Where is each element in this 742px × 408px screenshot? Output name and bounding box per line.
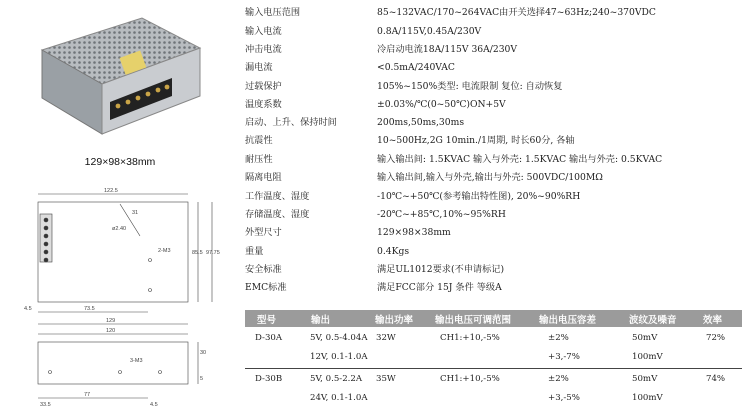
table-cell: 35W bbox=[376, 374, 396, 384]
dim-label: 2-M3 bbox=[158, 248, 171, 254]
table-cell: 50mV bbox=[632, 374, 658, 384]
table-cell: 5V, 0.5-4.04A bbox=[310, 333, 368, 343]
col-header: 型号 bbox=[257, 315, 277, 326]
dim-label: 129 bbox=[106, 318, 116, 324]
table-cell: 100mV bbox=[632, 352, 663, 362]
table-cell: D-30A bbox=[255, 333, 283, 343]
table-cell: CH1:+10,-5% bbox=[440, 333, 500, 343]
dim-label: 122.5 bbox=[104, 188, 118, 194]
col-header: 输出 bbox=[311, 315, 331, 326]
col-header: 输出电压容差 bbox=[539, 315, 597, 326]
dim-label: 85.5 bbox=[192, 250, 203, 256]
col-header: 效率 bbox=[703, 315, 723, 326]
dim-label: 33.5 bbox=[40, 402, 51, 408]
table-cell: 74% bbox=[706, 374, 726, 384]
table-cell: 5V, 0.5-2.2A bbox=[310, 374, 363, 384]
dim-label: 73.5 bbox=[84, 306, 95, 312]
dimensions-caption: 129×98×38mm bbox=[84, 156, 156, 168]
table-cell: 12V, 0.1-1.0A bbox=[310, 352, 368, 362]
table-header bbox=[245, 310, 742, 327]
dim-label: ø2.40 bbox=[112, 226, 127, 232]
table-cell: 32W bbox=[376, 333, 396, 343]
col-header: 输出电压可调范围 bbox=[435, 315, 512, 326]
dim-label: 31 bbox=[132, 210, 139, 216]
dim-label: 77 bbox=[84, 392, 91, 398]
dim-label: 97.75 bbox=[206, 250, 220, 256]
dim-label: 5 bbox=[200, 376, 204, 382]
table-cell: 72% bbox=[706, 333, 726, 343]
row-divider bbox=[245, 368, 742, 369]
col-header: 输出功率 bbox=[375, 315, 414, 326]
table-cell: +3,-7% bbox=[548, 352, 580, 362]
table-cell: ±2% bbox=[548, 333, 569, 343]
dim-label: 30 bbox=[200, 350, 207, 356]
product-photo bbox=[22, 10, 208, 146]
dim-label: 120 bbox=[106, 328, 116, 334]
left-panel bbox=[0, 0, 240, 408]
table-cell: CH1:+10,-5% bbox=[440, 374, 500, 384]
table-cell: D-30B bbox=[255, 374, 283, 384]
table-cell: ±2% bbox=[548, 374, 569, 384]
table-cell: +3,-5% bbox=[548, 393, 580, 403]
dim-label: 3-M3 bbox=[130, 358, 143, 364]
dim-label: 4.5 bbox=[24, 306, 32, 312]
dim-label: 4.5 bbox=[150, 402, 158, 408]
col-header: 波纹及噪音 bbox=[629, 315, 677, 326]
table-cell: 24V, 0.1-1.0A bbox=[310, 393, 368, 403]
table-cell: 100mV bbox=[632, 393, 663, 403]
table-cell: 50mV bbox=[632, 333, 658, 343]
mechanical-drawing bbox=[0, 184, 240, 408]
